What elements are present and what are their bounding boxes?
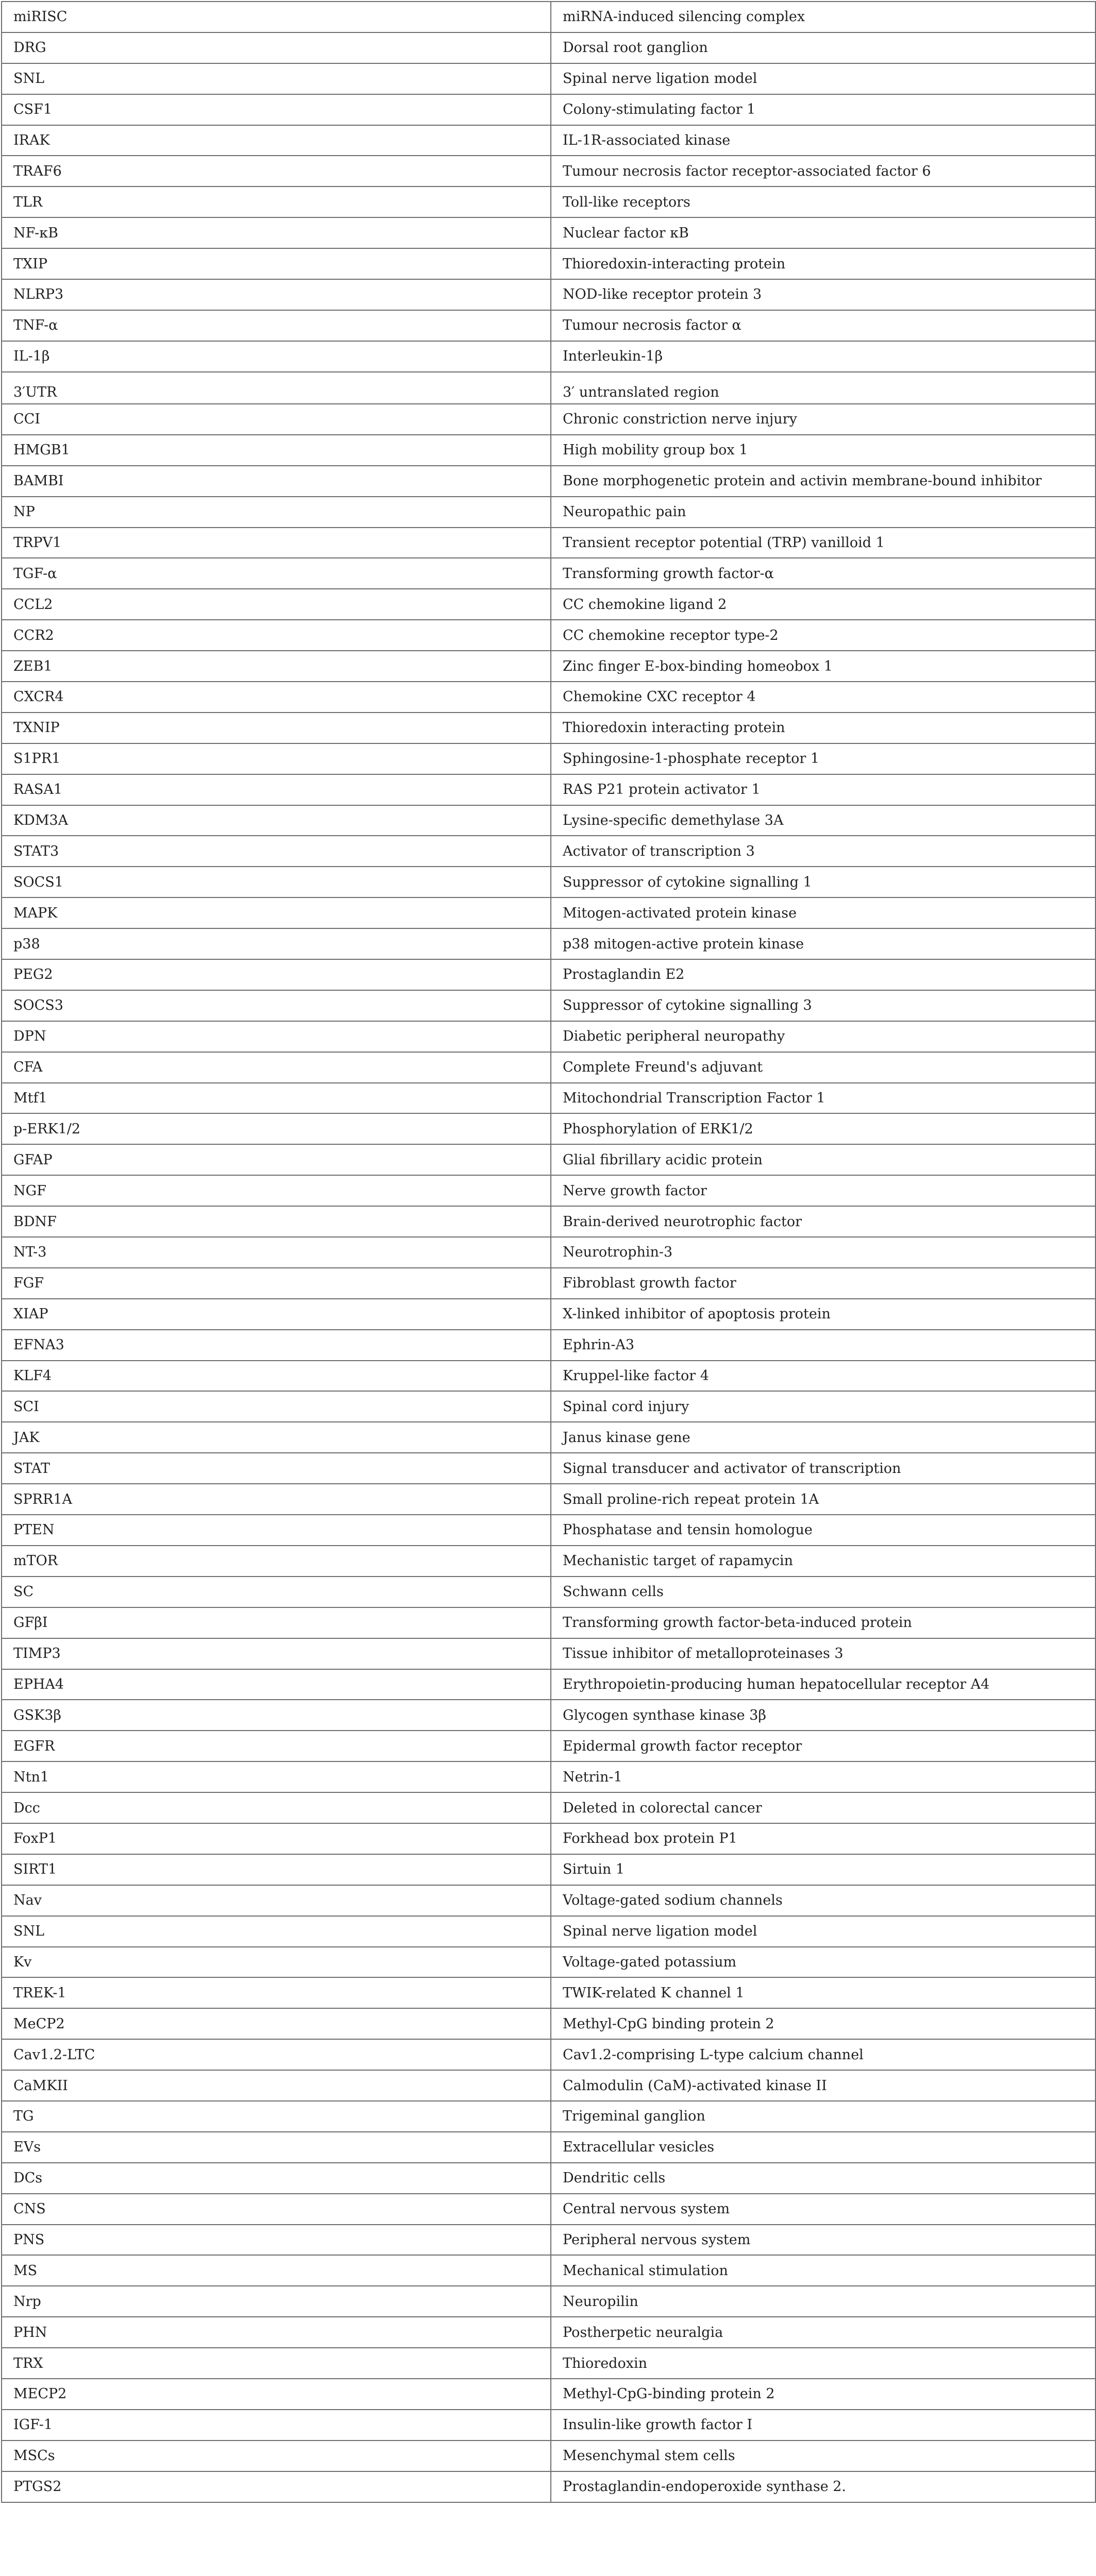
table-row [2,528,1095,558]
abbreviation-cell: NGF [2,1175,551,1206]
table-row [2,990,1095,1021]
definition-cell: Dendritic cells [551,2163,1095,2194]
table-row [2,1083,1095,1114]
definition-cell: Suppressor of cytokine signalling 3 [551,990,1095,1021]
table-row [2,341,1095,372]
table-row [2,187,1095,217]
abbreviation-cell: IL-1β [2,341,551,372]
table-row [2,32,1095,63]
abbreviation-cell: STAT3 [2,836,551,867]
table-row [2,774,1095,805]
abbreviation-cell: DRG [2,32,551,63]
abbreviation-cell: MS [2,2255,551,2286]
table-row [2,497,1095,528]
definition-cell: Brain-derived neurotrophic factor [551,1206,1095,1237]
definition-cell: Forkhead box protein P1 [551,1823,1095,1854]
definition-cell: Complete Freund's adjuvant [551,1052,1095,1083]
table-row [2,2008,1095,2039]
definition-cell: Interleukin-1β [551,341,1095,372]
abbreviation-cell: TRX [2,2348,551,2379]
abbreviation-cell: RASA1 [2,774,551,805]
definition-cell: Methyl-CpG-binding protein 2 [551,2379,1095,2410]
definition-cell: Transforming growth factor-α [551,558,1095,589]
definition-cell: Spinal cord injury [551,1391,1095,1422]
abbreviation-cell: SOCS3 [2,990,551,1021]
abbreviation-cell: DPN [2,1021,551,1052]
abbreviation-cell: FoxP1 [2,1823,551,1854]
table-row [2,2070,1095,2101]
abbreviation-cell: MECP2 [2,2379,551,2410]
table-row [2,1206,1095,1237]
definition-cell: IL-1R-associated kinase [551,125,1095,156]
definition-cell: Zinc finger E-box-binding homeobox 1 [551,651,1095,682]
definition-cell: Diabetic peripheral neuropathy [551,1021,1095,1052]
definition-cell: Phosphorylation of ERK1/2 [551,1113,1095,1144]
abbreviation-cell: TGF-α [2,558,551,589]
table-row [2,1237,1095,1268]
table-row [2,1330,1095,1361]
definition-cell: Spinal nerve ligation model [551,1916,1095,1947]
table-row [2,1947,1095,1978]
table-row [2,372,1095,404]
abbreviation-cell: KDM3A [2,805,551,836]
table-row [2,1885,1095,1916]
definition-cell: CC chemokine ligand 2 [551,589,1095,620]
definition-cell: Ephrin-A3 [551,1330,1095,1361]
abbreviation-cell: TIMP3 [2,1638,551,1669]
abbreviation-cell: SPRR1A [2,1484,551,1515]
table-row [2,217,1095,248]
abbreviation-cell: CaMKII [2,2070,551,2101]
abbreviation-cell: TXNIP [2,713,551,743]
abbreviation-cell: SCI [2,1391,551,1422]
definition-cell: Prostaglandin E2 [551,959,1095,990]
abbreviation-cell: CCL2 [2,589,551,620]
table-row [2,836,1095,867]
abbreviation-cell: STAT [2,1453,551,1484]
definition-cell: Small proline-rich repeat protein 1A [551,1484,1095,1515]
table-row [2,63,1095,94]
table-row [2,1391,1095,1422]
definition-cell: Neuropilin [551,2286,1095,2317]
abbreviation-cell: p-ERK1/2 [2,1113,551,1144]
table-row [2,1052,1095,1083]
table-row [2,1361,1095,1392]
definition-cell: Colony-stimulating factor 1 [551,94,1095,125]
abbreviation-cell: Nav [2,1885,551,1916]
table-row [2,959,1095,990]
definition-cell: Dorsal root ganglion [551,32,1095,63]
table-row [2,1823,1095,1854]
abbreviation-cell: GFAP [2,1144,551,1175]
definition-cell: RAS P21 protein activator 1 [551,774,1095,805]
abbreviation-cell: CCR2 [2,620,551,651]
abbreviation-cell: DCs [2,2163,551,2194]
definition-cell: Thioredoxin interacting protein [551,713,1095,743]
table-row [2,1422,1095,1453]
definition-cell: Methyl-CpG binding protein 2 [551,2008,1095,2039]
definition-cell: Bone morphogenetic protein and activin membrane-bound inhibitor [551,466,1095,497]
definition-cell: High mobility group box 1 [551,435,1095,466]
definition-cell: Kruppel-like factor 4 [551,1361,1095,1392]
definition-cell: Epidermal growth factor receptor [551,1731,1095,1761]
abbreviation-cell: miRISC [2,2,551,32]
abbreviation-cell: EPHA4 [2,1669,551,1700]
table-row [2,404,1095,435]
definition-cell: Janus kinase gene [551,1422,1095,1453]
table-row [2,1669,1095,1700]
abbreviation-cell: PHN [2,2317,551,2348]
table-row [2,279,1095,310]
definition-cell: Signal transducer and activator of transcription [551,1453,1095,1484]
definition-cell: Trigeminal ganglion [551,2101,1095,2132]
abbreviation-cell: NF-κB [2,217,551,248]
abbreviation-cell: TRPV1 [2,528,551,558]
definition-cell: p38 mitogen-active protein kinase [551,928,1095,959]
table-row [2,1175,1095,1206]
abbreviation-cell: IRAK [2,125,551,156]
definition-cell: Tumour necrosis factor receptor-associated factor 6 [551,156,1095,187]
abbreviation-cell: Kv [2,1947,551,1978]
table-row [2,897,1095,928]
abbreviation-cell: MSCs [2,2441,551,2471]
definition-cell: miRNA-induced silencing complex [551,2,1095,32]
definition-cell: Tumour necrosis factor α [551,310,1095,341]
definition-cell: TWIK-related K channel 1 [551,1977,1095,2008]
definition-cell: Thioredoxin [551,2348,1095,2379]
definition-cell: Glycogen synthase kinase 3β [551,1700,1095,1731]
abbreviation-cell: PNS [2,2225,551,2256]
abbreviation-cell: NP [2,497,551,528]
definition-cell: X-linked inhibitor of apoptosis protein [551,1299,1095,1330]
abbreviation-cell: KLF4 [2,1361,551,1392]
table-row [2,651,1095,682]
definition-cell: Toll-like receptors [551,187,1095,217]
abbreviation-cell: GSK3β [2,1700,551,1731]
table-row [2,2317,1095,2348]
table-row [2,2410,1095,2441]
abbreviation-cell: IGF-1 [2,2410,551,2441]
table-row [2,2194,1095,2225]
table-row [2,2379,1095,2410]
definition-cell: Extracellular vesicles [551,2132,1095,2163]
abbreviation-cell: mTOR [2,1546,551,1577]
abbreviation-cell: NLRP3 [2,279,551,310]
table-row [2,2101,1095,2132]
abbreviation-cell: HMGB1 [2,435,551,466]
abbreviation-cell: GFβI [2,1607,551,1638]
table-row [2,682,1095,713]
abbreviation-cell: SC [2,1577,551,1607]
definition-cell: Activator of transcription 3 [551,836,1095,867]
abbreviation-cell: CCI [2,404,551,435]
definition-cell: Thioredoxin-interacting protein [551,248,1095,279]
table-row [2,248,1095,279]
table-row [2,2286,1095,2317]
definition-cell: Voltage-gated potassium [551,1947,1095,1978]
abbreviations-table-body [2,2,1095,2502]
table-row [2,1144,1095,1175]
definition-cell: Tissue inhibitor of metalloproteinases 3 [551,1638,1095,1669]
abbreviation-cell: 3′UTR [2,372,551,404]
definition-cell: Sirtuin 1 [551,1854,1095,1885]
table-row [2,1113,1095,1144]
abbreviation-cell: Nrp [2,2286,551,2317]
table-row [2,2348,1095,2379]
table-row [2,558,1095,589]
table-row [2,1515,1095,1546]
definition-cell: Calmodulin (CaM)-activated kinase II [551,2070,1095,2101]
definition-cell: Transient receptor potential (TRP) vanilloid 1 [551,528,1095,558]
table-row [2,1854,1095,1885]
definition-cell: NOD-like receptor protein 3 [551,279,1095,310]
table-row [2,1638,1095,1669]
definition-cell: Nuclear factor κB [551,217,1095,248]
definition-cell: Schwann cells [551,1577,1095,1607]
definition-cell: Mitochondrial Transcription Factor 1 [551,1083,1095,1114]
definition-cell: CC chemokine receptor type-2 [551,620,1095,651]
abbreviations-table [1,1,1096,2503]
abbreviation-cell: p38 [2,928,551,959]
abbreviation-cell: NT-3 [2,1237,551,1268]
table-row [2,1299,1095,1330]
definition-cell: Neurotrophin-3 [551,1237,1095,1268]
abbreviation-cell: EVs [2,2132,551,2163]
definition-cell: 3′ untranslated region [551,372,1095,404]
definition-cell: Spinal nerve ligation model [551,63,1095,94]
definition-cell: Neuropathic pain [551,497,1095,528]
abbreviation-cell: EFNA3 [2,1330,551,1361]
definition-cell: Mechanistic target of rapamycin [551,1546,1095,1577]
table-row [2,2,1095,32]
abbreviation-cell: SOCS1 [2,867,551,897]
definition-cell: Peripheral nervous system [551,2225,1095,2256]
abbreviation-cell: BDNF [2,1206,551,1237]
definition-cell: Transforming growth factor-beta-induced protein [551,1607,1095,1638]
abbreviation-cell: TREK-1 [2,1977,551,2008]
table-row [2,713,1095,743]
definition-cell: Fibroblast growth factor [551,1268,1095,1299]
abbreviation-cell: SNL [2,1916,551,1947]
table-row [2,743,1095,774]
abbreviation-cell: XIAP [2,1299,551,1330]
definition-cell: Mitogen-activated protein kinase [551,897,1095,928]
abbreviation-cell: TNF-α [2,310,551,341]
table-row [2,1268,1095,1299]
definition-cell: Insulin-like growth factor I [551,2410,1095,2441]
table-row [2,867,1095,897]
definition-cell: Suppressor of cytokine signalling 1 [551,867,1095,897]
table-row [2,1607,1095,1638]
table-row [2,156,1095,187]
abbreviation-cell: MAPK [2,897,551,928]
table-row [2,2225,1095,2256]
abbreviation-cell: MeCP2 [2,2008,551,2039]
definition-cell: Glial fibrillary acidic protein [551,1144,1095,1175]
definition-cell: Mechanical stimulation [551,2255,1095,2286]
table-row [2,2471,1095,2502]
table-row [2,2132,1095,2163]
table-row [2,2441,1095,2471]
definition-cell: Nerve growth factor [551,1175,1095,1206]
definition-cell: Voltage-gated sodium channels [551,1885,1095,1916]
definition-cell: Sphingosine-1-phosphate receptor 1 [551,743,1095,774]
table-row [2,466,1095,497]
definition-cell: Postherpetic neuralgia [551,2317,1095,2348]
table-row [2,2255,1095,2286]
abbreviation-cell: TXIP [2,248,551,279]
abbreviation-cell: TRAF6 [2,156,551,187]
table-row [2,2163,1095,2194]
definition-cell: Deleted in colorectal cancer [551,1792,1095,1823]
table-row [2,1484,1095,1515]
abbreviation-cell: SIRT1 [2,1854,551,1885]
definition-cell: Lysine-specific demethylase 3A [551,805,1095,836]
abbreviation-cell: S1PR1 [2,743,551,774]
definition-cell: Prostaglandin-endoperoxide synthase 2. [551,2471,1095,2502]
table-row [2,435,1095,466]
abbreviation-cell: SNL [2,63,551,94]
abbreviation-cell: PTEN [2,1515,551,1546]
definition-cell: Netrin-1 [551,1761,1095,1792]
table-row [2,928,1095,959]
abbreviation-cell: Dcc [2,1792,551,1823]
abbreviation-cell: ZEB1 [2,651,551,682]
table-row [2,125,1095,156]
abbreviation-cell: TLR [2,187,551,217]
table-row [2,1021,1095,1052]
table-row [2,1977,1095,2008]
abbreviation-cell: CNS [2,2194,551,2225]
table-row [2,1761,1095,1792]
abbreviation-cell: TG [2,2101,551,2132]
table-row [2,1577,1095,1607]
definition-cell: Mesenchymal stem cells [551,2441,1095,2471]
table-row [2,310,1095,341]
abbreviation-cell: EGFR [2,1731,551,1761]
definition-cell: Phosphatase and tensin homologue [551,1515,1095,1546]
definition-cell: Chronic constriction nerve injury [551,404,1095,435]
abbreviation-cell: Cav1.2-LTC [2,2039,551,2070]
abbreviation-cell: Mtf1 [2,1083,551,1114]
definition-cell: Cav1.2-comprising L-type calcium channel [551,2039,1095,2070]
abbreviation-cell: CFA [2,1052,551,1083]
table-row [2,1792,1095,1823]
table-row [2,1731,1095,1761]
abbreviation-cell: JAK [2,1422,551,1453]
table-row [2,94,1095,125]
abbreviation-cell: PEG2 [2,959,551,990]
table-row [2,2039,1095,2070]
table-row [2,1453,1095,1484]
definition-cell: Chemokine CXC receptor 4 [551,682,1095,713]
table-row [2,1700,1095,1731]
table-row [2,589,1095,620]
table-row [2,620,1095,651]
definition-cell: Erythropoietin-producing human hepatocellular receptor A4 [551,1669,1095,1700]
abbreviation-cell: CXCR4 [2,682,551,713]
abbreviation-cell: BAMBI [2,466,551,497]
abbreviation-cell: PTGS2 [2,2471,551,2502]
definition-cell: Central nervous system [551,2194,1095,2225]
table-row [2,1546,1095,1577]
table-row [2,805,1095,836]
abbreviation-cell: CSF1 [2,94,551,125]
abbreviation-cell: Ntn1 [2,1761,551,1792]
abbreviation-cell: FGF [2,1268,551,1299]
table-row [2,1916,1095,1947]
